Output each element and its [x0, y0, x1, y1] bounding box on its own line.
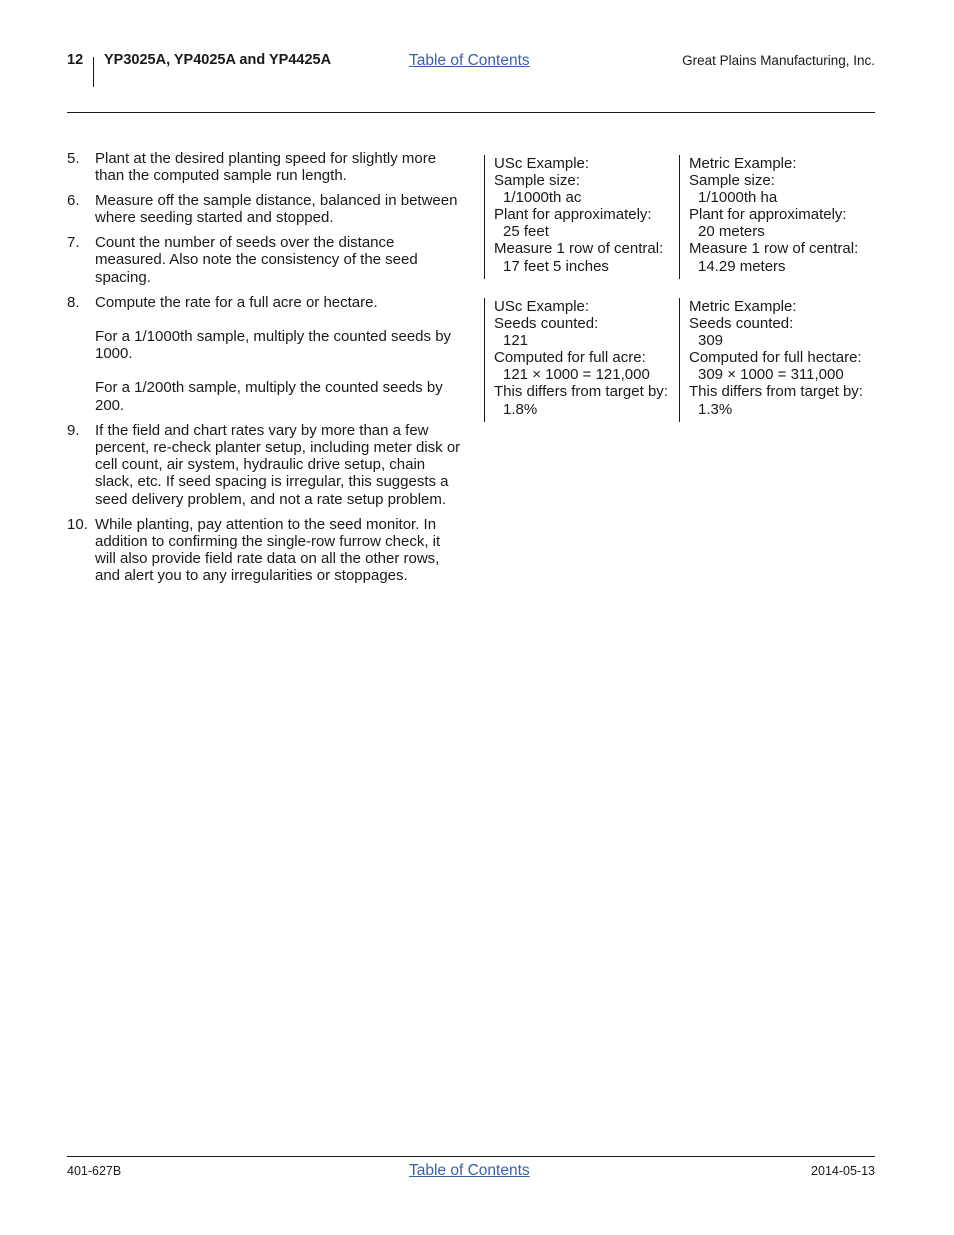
example-value: 20 meters — [698, 223, 765, 241]
document-number: 401-627B — [67, 1164, 122, 1178]
example-value: 14.29 meters — [698, 257, 786, 275]
example-label: Seeds counted: — [689, 315, 794, 333]
example-value: 121 — [503, 332, 529, 350]
page-number: 12 — [67, 52, 84, 68]
example-label: Measure 1 row of central: — [494, 240, 664, 258]
example-title: USc Example: — [494, 298, 590, 315]
example-value: 17 feet 5 inches — [503, 257, 609, 275]
company-name: Great Plains Manufacturing, Inc. — [682, 53, 875, 68]
product-title: YP3025A, YP4025A and YP4425A — [104, 52, 332, 68]
step-number: 9. — [67, 421, 80, 439]
step-item — [67, 234, 462, 286]
example-value: 25 feet — [503, 223, 549, 241]
step-text: Measure off the sample distance, balanced in between where seeding started and stopped. — [95, 192, 458, 227]
step-item — [67, 422, 462, 508]
table-of-contents-link-top[interactable]: Table of Contents — [409, 52, 530, 69]
footer-rule — [67, 1156, 875, 1157]
step-item — [67, 294, 462, 414]
example-label: Sample size: — [689, 172, 775, 190]
example-value: 121 × 1000 = 121,000 — [503, 366, 650, 384]
step-number: 5. — [67, 150, 80, 167]
example-label: Computed for full acre: — [494, 349, 646, 367]
step-item — [67, 516, 462, 585]
example-value: 309 — [698, 332, 724, 350]
header-divider — [93, 57, 94, 87]
page-header — [0, 0, 954, 115]
example-label: This differs from target by: — [689, 383, 863, 401]
example-value: 1/1000th ac — [503, 189, 582, 207]
metric-sample-size-example — [679, 155, 879, 279]
example-label: Seeds counted: — [494, 315, 599, 333]
step-text: Count the number of seeds over the distance measured. Also note the consistency of the seed spacing. — [95, 234, 418, 286]
metric-seed-count-example — [679, 298, 879, 422]
document-date: 2014-05-13 — [811, 1164, 875, 1178]
step-number: 8. — [67, 293, 80, 311]
example-title: Metric Example: — [689, 155, 797, 172]
step-text: Compute the rate for a full acre or hectare. — [95, 293, 378, 311]
steps-list — [67, 150, 462, 592]
example-value: 309 × 1000 = 311,000 — [698, 366, 844, 384]
example-value: 1/1000th ha — [698, 189, 778, 207]
step-text: While planting, pay attention to the seed monitor. In addition to confirming the single-row furrow check, it will also provide field rate data on all the other rows, and alert you to any irregularities or stoppages. — [95, 515, 441, 585]
example-label: Plant for approximately: — [494, 206, 652, 224]
example-label: Measure 1 row of central: — [689, 240, 859, 258]
step-text: Plant at the desired planting speed for slightly more than the computed sample run length. — [95, 150, 437, 185]
step-number: 6. — [67, 192, 80, 210]
step-item — [67, 150, 462, 185]
step-text: If the field and chart rates vary by more than a few percent, re-check planter setup, including meter disk or cell count, air system, hydraulic drive setup, chain slack, etc. If seed spacing is irregular, this suggests a seed delivery problem, and not a rate setup problem. — [95, 421, 461, 508]
table-of-contents-link-bottom[interactable]: Table of Contents — [409, 1162, 530, 1179]
example-label: Computed for full hectare: — [689, 349, 862, 367]
step-number: 7. — [67, 234, 80, 252]
example-value: 1.8% — [503, 400, 538, 418]
step-item — [67, 192, 462, 227]
example-title: Metric Example: — [689, 298, 797, 315]
example-value: 1.3% — [698, 400, 733, 418]
example-label: This differs from target by: — [494, 383, 668, 401]
step-text: For a 1/200th sample, multiply the counted seeds by 200. — [95, 379, 443, 414]
step-text: For a 1/1000th sample, multiply the counted seeds by 1000. — [95, 327, 452, 363]
header-rule — [67, 112, 875, 113]
example-label: Sample size: — [494, 172, 580, 190]
example-title: USc Example: — [494, 155, 590, 172]
usc-sample-size-example — [484, 155, 684, 279]
step-number: 10. — [67, 515, 88, 533]
example-label: Plant for approximately: — [689, 206, 847, 224]
usc-seed-count-example — [484, 298, 684, 422]
